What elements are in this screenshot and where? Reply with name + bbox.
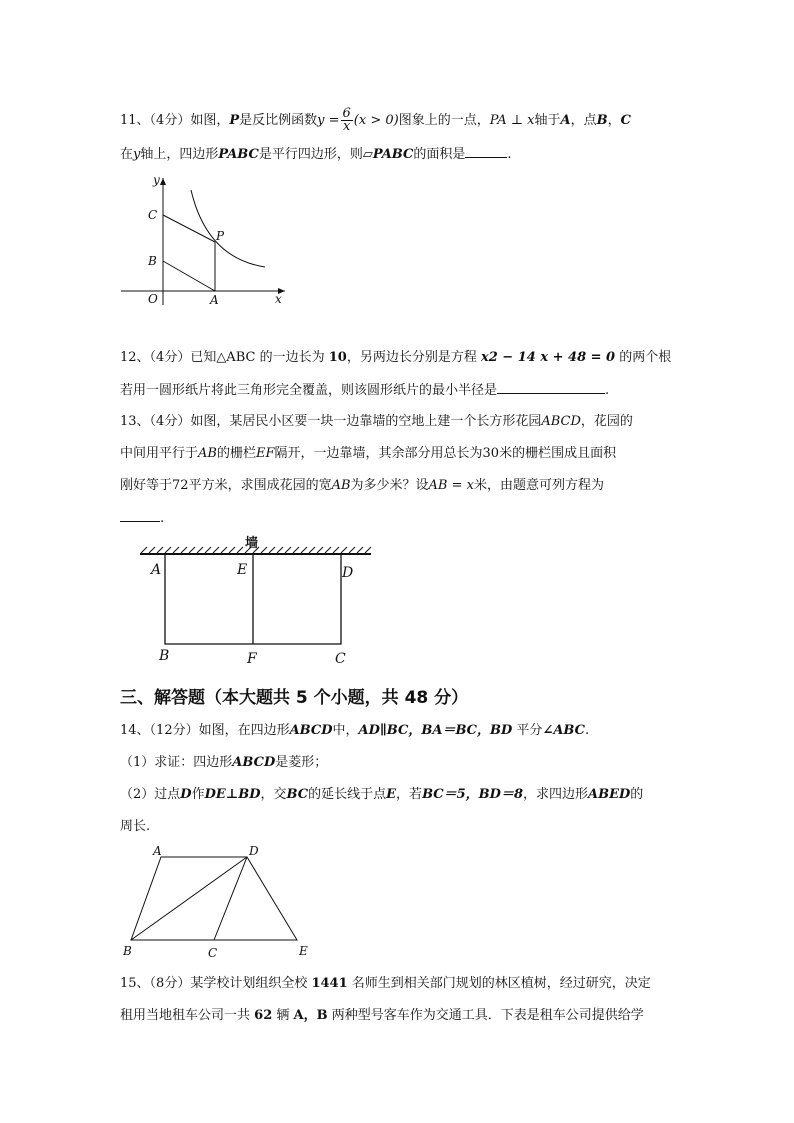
q12-line-2: 若用一圆形纸片将此三角形完全覆盖，则该圆形纸片的最小半径是 . bbox=[120, 380, 609, 401]
q11-line-2: 在y轴上，四边形PABC是平行四边形，则▱PABC的面积是 . bbox=[120, 144, 512, 165]
q14-part-1: （1）求证：四边形ABCD是菱形； bbox=[120, 755, 328, 770]
point-C-label: C bbox=[208, 946, 218, 960]
quadrilateral-ABED bbox=[131, 857, 297, 940]
y-axis-label: y bbox=[153, 173, 160, 187]
point-E-label: E bbox=[237, 562, 248, 578]
point-E-label: E bbox=[299, 944, 308, 958]
q14-line-1: 14、（12分）如图，在四边形ABCD中，AD∥BC，BA＝BC，BD 平分∠ABC. bbox=[120, 723, 590, 738]
q13-garden-diagram bbox=[135, 533, 380, 673]
q11-line-1: 11、（4分）如图，P是反比例函数y = $\frac{6}{x}$ (x > 0)图象上的一点，PA ⊥ x轴于A，点B，C bbox=[120, 106, 631, 134]
y-axis-arrow-icon bbox=[160, 178, 166, 185]
q13-line-3: 刚好等于72平方米，求围成花园的宽AB为多少米？设AB = x米，由题意可列方程为 bbox=[120, 478, 604, 493]
answer-blank bbox=[497, 380, 605, 394]
q11-coordinate-diagram bbox=[115, 170, 295, 310]
q14-part-2: （2）过点D作DE⊥BD，交BC的延长线于点E，若BC＝5，BD＝8，求四边形ABED的 bbox=[120, 787, 644, 802]
point-C-label: C bbox=[335, 651, 346, 667]
segment-BD bbox=[131, 857, 247, 940]
point-P-label: P bbox=[216, 229, 225, 243]
point-B-label: B bbox=[148, 254, 157, 268]
q14-part-2-cont: 周长. bbox=[120, 819, 151, 834]
point-B-label: B bbox=[123, 944, 132, 958]
q12-line-1: 12、（4分）已知△ABC 的一边长为 10，另两边长分别是方程 x2 − 14 x + 48 = 0 的两个根 bbox=[120, 350, 672, 365]
segment-BA bbox=[163, 261, 215, 291]
x-axis-label: x bbox=[275, 292, 282, 306]
q15-line-2: 租用当地租车公司一共 62 辆 A，B 两种型号客车作为交通工具．下表是租车公司提供给学 bbox=[120, 1008, 644, 1023]
point-D-label: D bbox=[249, 844, 259, 858]
point-A-label: A bbox=[151, 562, 162, 578]
point-D-label: D bbox=[342, 565, 354, 581]
point-A-label: A bbox=[210, 293, 219, 307]
segment-DC bbox=[214, 857, 247, 940]
origin-label: O bbox=[148, 292, 158, 306]
q13-line-1: 13、（4分）如图，某居民小区要一块一边靠墙的空地上建一个长方形花园ABCD，花园的 bbox=[120, 414, 633, 429]
wall-label: 墙 bbox=[245, 536, 259, 551]
q15-line-1: 15、（8分）某学校计划组织全校 1441 名师生到相关部门规划的林区植树，经过研究，决定 bbox=[120, 976, 651, 991]
fraction-6-over-x: $\frac{6}{x}$ bbox=[342, 106, 351, 134]
answer-blank bbox=[465, 144, 507, 158]
point-F-label: F bbox=[247, 651, 257, 667]
point-A-label: A bbox=[153, 844, 162, 858]
q13-line-4: . bbox=[120, 508, 164, 529]
q13-line-2: 中间用平行于AB的栅栏EF隔开，一边靠墙，其余部分用总长为30米的栅栏围成且面积 bbox=[120, 446, 617, 461]
answer-blank bbox=[120, 508, 160, 522]
q14-quadrilateral-diagram bbox=[118, 843, 323, 963]
segment-CP bbox=[163, 215, 215, 242]
hyperbola-curve bbox=[191, 190, 265, 267]
section-3-title: 三、解答题（本大题共 5 个小题，共 48 分） bbox=[120, 688, 469, 708]
point-B-label: B bbox=[159, 648, 170, 664]
point-C-label: C bbox=[148, 208, 158, 222]
